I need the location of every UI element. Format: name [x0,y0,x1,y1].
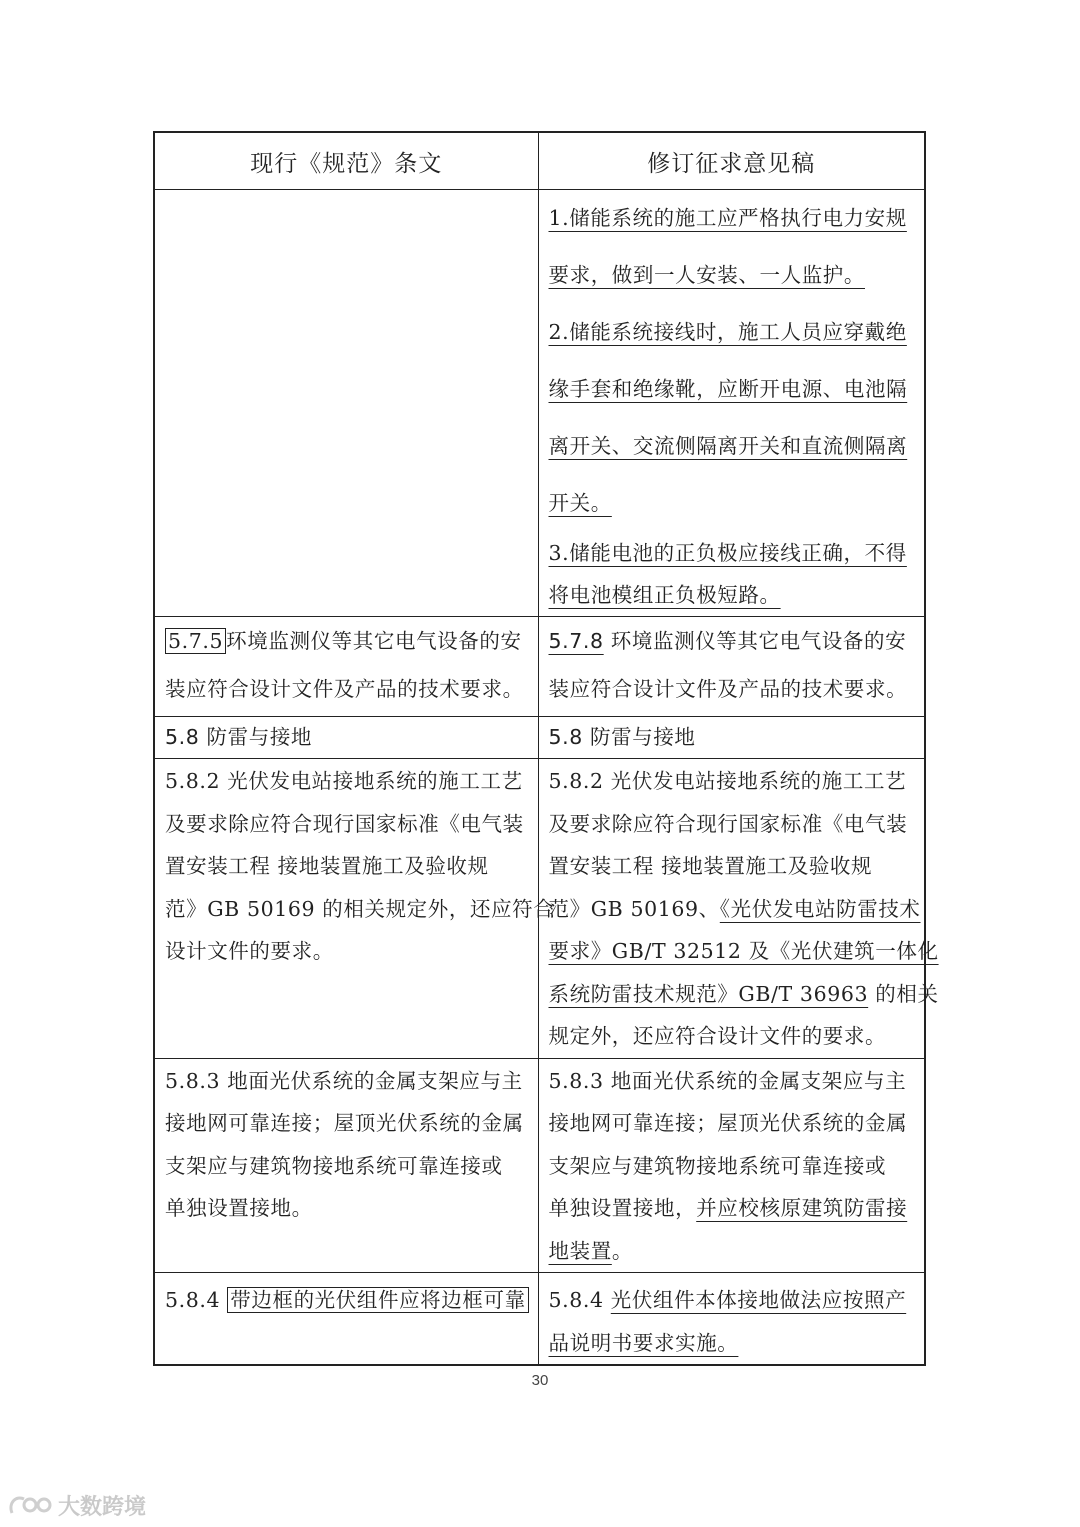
text-line: 设计文件的要求。 [165,939,334,963]
text-segment: 单独设置接地， [548,1196,697,1220]
table-row [154,1273,925,1366]
text-line: 环境监测仪等其它电气设备的安 [603,629,907,653]
text-segment-underlined: 要求》GB/T 32512 及《光伏建筑一体化 [548,939,939,963]
text-line: 支架应与建筑物接地系统可靠连接或 [548,1153,887,1178]
text-segment: 范》GB 50169、 [548,896,720,921]
table-row [154,1058,925,1273]
text-segment-underlined: 系统防雷技术规范》GB/T 36963 [548,981,869,1006]
text-line: 离开关、交流侧隔离开关和直流侧隔离 [548,434,908,458]
cell-revision-5-8 [538,717,925,759]
section-title: 防雷与接地 [582,725,696,749]
table-row [154,617,925,717]
cell-current-5-7-5 [154,617,538,717]
text-line: 接地网可靠连接；屋顶光伏系统的金属 [548,1111,908,1135]
comparison-table [153,131,939,1366]
text-line: 开关。 [548,491,612,515]
text-line: 5.8.3 地面光伏系统的金属支架应与主 [548,1068,907,1093]
text-segment: 。 [611,1238,633,1263]
text-line: 5.8.2 光伏发电站接地系统的施工工艺 [548,769,907,793]
text-line: 2.储能系统接线时，施工人员应穿戴绝 [548,320,907,344]
text-line: 及要求除应符合现行国家标准《电气装 [548,811,908,836]
cell-revision-5-8-2 [538,759,939,1059]
text-line: 接地网可靠连接；屋顶光伏系统的金属 [165,1111,524,1135]
text-segment-underlined: 品说明书要求实施。 [548,1330,739,1355]
text-line: 置安装工程 接地装置施工及验收规 [165,854,489,878]
text-line: 单独设置接地。 [165,1196,313,1220]
table-row [154,190,925,617]
section-number: 5.8 [165,725,200,749]
text-segment-underlined: 并应校核原建筑防雷接 [696,1196,908,1220]
table-row [154,759,925,1059]
cell-revision-5-8-3 [538,1058,925,1273]
clause-number-underlined: 5.7.8 [548,629,604,653]
header-revision-draft: 修订征求意见稿 [538,132,925,190]
text-line: 装应符合设计文件及产品的技术要求。 [548,677,908,701]
cell-revision-5-7-8 [538,617,925,717]
cell-current-5-8-2 [154,759,555,1059]
text-boxed: 带边框的光伏组件应将边框可靠 [227,1287,528,1313]
text-line: 装应符合设计文件及产品的技术要求。 [165,677,524,701]
watermark-text: 大数跨境 [58,1495,147,1520]
watermark [6,1490,146,1521]
section-number: 5.8 [548,725,583,749]
text-line: 缘手套和绝缘靴，应断开电源、电池隔 [548,377,908,401]
text-line: 将电池模组正负极短路。 [548,583,781,607]
text-line: 要求，做到一人安装、一人监护。 [548,263,865,287]
cell-current-5-8-4 [154,1273,538,1366]
text-line: 5.8.2 光伏发电站接地系统的施工工艺 [165,769,523,793]
clause-number: 5.8.4 [548,1288,611,1312]
cell-revision-storage [538,190,925,617]
cell-current-5-8 [154,717,538,759]
cell-revision-5-8-4 [538,1273,925,1366]
watermark-logo-icon [6,1491,54,1521]
text-segment: 规定外，还应符合设计文件的要求。 [548,1024,887,1048]
page-number: 30 [531,1372,549,1389]
storage-item-3 [549,532,915,616]
text-line: 5.8.3 地面光伏系统的金属支架应与主 [165,1068,523,1093]
section-title: 防雷与接地 [199,725,313,749]
text-line: 范》GB 50169 的相关规定外，还应符合 [165,896,555,921]
header-current-code: 现行《规范》条文 [154,132,538,190]
text-line: 支架应与建筑物接地系统可靠连接或 [165,1153,503,1178]
cell-current-empty [154,190,538,617]
cell-current-5-8-3 [154,1058,538,1273]
text-segment-underlined: 《光伏发电站防雷技术 [719,896,921,921]
table-header-row [154,132,925,190]
text-segment: 的相关 [868,981,939,1006]
storage-item-1 [549,190,915,304]
clause-number-boxed: 5.7.5 [165,628,226,654]
table-row [154,717,925,759]
text-line: 3.储能电池的正负极应接线正确，不得 [548,541,907,565]
text-segment-underlined: 地装置 [548,1238,612,1263]
text-line: 环境监测仪等其它电气设备的安 [226,629,522,653]
clause-number: 5.8.4 [165,1288,228,1312]
text-line: 及要求除应符合现行国家标准《电气装 [165,811,524,836]
storage-item-2 [549,304,915,532]
text-line: 置安装工程 接地装置施工及验收规 [548,854,873,878]
text-segment-underlined: 光伏组件本体接地做法应按照产 [610,1288,907,1312]
text-line: 1.储能系统的施工应严格执行电力安规 [548,206,907,230]
